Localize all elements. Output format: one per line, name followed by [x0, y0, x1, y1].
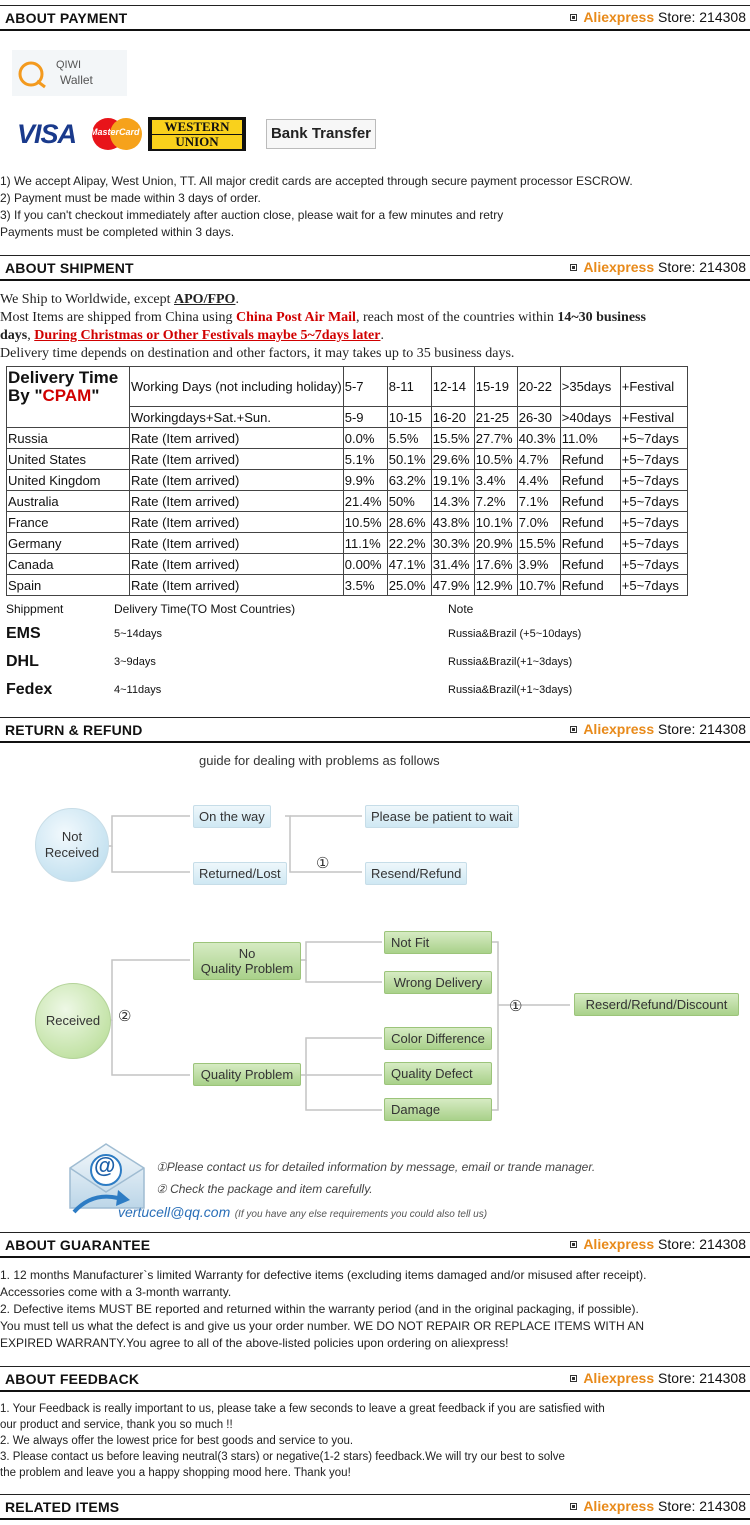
table-cell: 20-22 — [517, 367, 560, 407]
guarantee-line: EXPIRED WARRANTY.You agree to all of the above-listed policies upon ordering on aliexpress! — [0, 1336, 509, 1350]
table-row — [0, 598, 581, 620]
table-cell: 11.1% — [343, 533, 387, 554]
table-cell: 5.1% — [343, 449, 387, 470]
table-cell: 30.3% — [431, 533, 474, 554]
table-cell: 20.9% — [474, 533, 517, 554]
square-bullet-icon — [570, 1503, 577, 1510]
node-label: Not — [61, 829, 83, 844]
store-badge[interactable] — [570, 1498, 746, 1514]
table-cell: 16-20 — [431, 407, 474, 428]
store-badge[interactable] — [570, 1370, 746, 1386]
table-cell: Working Days (not including holiday) — [130, 367, 344, 407]
guide-title: guide for dealing with problems as follows — [199, 753, 440, 768]
table-cell: 15-19 — [474, 367, 517, 407]
quality-defect-node: Quality Defect — [384, 1062, 492, 1085]
table-header: Delivery Time(TO Most Countries) — [114, 602, 296, 616]
table-row — [7, 554, 688, 575]
guarantee-line: Accessories come with a 3-month warranty. — [0, 1285, 232, 1299]
wallet-text: Wallet — [60, 73, 93, 87]
table-cell: Rate (Item arrived) — [130, 449, 344, 470]
aliexpress-label: Aliexpress — [583, 1236, 655, 1252]
table-row — [7, 575, 688, 596]
table-cell: 17.6% — [474, 554, 517, 575]
table-cell: 15.5% — [517, 533, 560, 554]
festival-warning-text: During Christmas or Other Festivals maybe 5~7days later — [34, 328, 381, 343]
mastercard-logo — [89, 116, 145, 152]
table-cell: Rate (Item arrived) — [130, 554, 344, 575]
table-cell: +5~7days — [620, 491, 687, 512]
western-union-logo — [148, 117, 246, 151]
ship-text: . — [235, 292, 239, 307]
country-cell: Spain — [7, 575, 130, 596]
store-badge[interactable] — [570, 721, 746, 737]
table-cell: Rate (Item arrived) — [130, 491, 344, 512]
table-cell: Refund — [560, 533, 620, 554]
store-number: Store: 214308 — [658, 259, 746, 275]
table-title: Delivery Time — [8, 368, 119, 387]
country-cell: Canada — [7, 554, 130, 575]
table-cell: +Festival — [620, 367, 687, 407]
section-title: ABOUT PAYMENT — [5, 10, 128, 26]
qiwi-wallet-logo — [12, 50, 127, 96]
table-cell: Rate (Item arrived) — [130, 575, 344, 596]
table-cell: 10.5% — [343, 512, 387, 533]
payment-terms — [0, 173, 750, 241]
flow-connectors — [0, 780, 750, 1140]
table-cell: 5~14days — [114, 628, 163, 640]
color-difference-node: Color Difference — [384, 1027, 492, 1050]
table-cell: Rate (Item arrived) — [130, 428, 344, 449]
table-title: By " — [8, 386, 43, 405]
table-cell: +5~7days — [620, 512, 687, 533]
table-header: Note — [448, 602, 474, 616]
country-cell: Russia — [7, 428, 130, 449]
carrier-name: EMS — [6, 625, 41, 642]
ship-text: We Ship to Worldwide, except — [0, 292, 175, 307]
aliexpress-label: Aliexpress — [583, 721, 655, 737]
payment-line: 2) Payment must be made within 3 days of order. — [0, 191, 261, 205]
store-number: Store: 214308 — [658, 9, 746, 25]
section-title: ABOUT GUARANTEE — [5, 1237, 151, 1253]
section-header-refund — [0, 717, 750, 743]
square-bullet-icon — [570, 264, 577, 271]
resend-refund-node: Resend/Refund — [365, 862, 467, 885]
ship-text: . — [380, 328, 384, 343]
wu-top: WESTERN — [152, 120, 242, 134]
table-cell: 0.0% — [343, 428, 387, 449]
square-bullet-icon — [570, 1375, 577, 1382]
wu-bottom: UNION — [152, 135, 242, 149]
on-the-way-node: On the way — [193, 805, 271, 828]
feedback-terms — [0, 1401, 750, 1481]
store-number: Store: 214308 — [658, 1236, 746, 1252]
table-cell: 25.0% — [387, 575, 431, 596]
table-cell: 40.3% — [517, 428, 560, 449]
express-shipping-table — [0, 598, 581, 704]
at-symbol: @ — [94, 1153, 116, 1178]
table-cell: >35days — [560, 367, 620, 407]
no-quality-problem-node — [193, 942, 301, 980]
country-cell: United Kingdom — [7, 470, 130, 491]
table-row — [0, 620, 581, 648]
table-cell: +5~7days — [620, 533, 687, 554]
carrier-name: DHL — [6, 653, 39, 670]
table-cell: 4.7% — [517, 449, 560, 470]
not-received-node — [35, 808, 109, 882]
email-note: (If you have any else requirements you could also tell us) — [234, 1209, 488, 1220]
ship-text: Delivery time depends on destination and other factors, it may takes up to 35 business days. — [0, 346, 515, 361]
section-header-guarantee — [0, 1232, 750, 1258]
ship-text: , — [27, 328, 35, 343]
table-cell: 29.6% — [431, 449, 474, 470]
table-cell: 5-7 — [343, 367, 387, 407]
table-cell: Refund — [560, 449, 620, 470]
step-one-marker: ① — [509, 998, 523, 1015]
delivery-rate-table — [6, 366, 688, 596]
table-row — [7, 470, 688, 491]
table-cell: +5~7days — [620, 428, 687, 449]
guarantee-terms — [0, 1267, 750, 1352]
table-cell: Refund — [560, 554, 620, 575]
china-post-text: China Post Air Mail — [236, 310, 356, 325]
table-cell: 3.4% — [474, 470, 517, 491]
country-cell: Germany — [7, 533, 130, 554]
table-cell: 31.4% — [431, 554, 474, 575]
table-cell: 14.3% — [431, 491, 474, 512]
table-cell: +Festival — [620, 407, 687, 428]
payment-line: 1) We accept Alipay, West Union, TT. All major credit cards are accepted through secure payment processor ESCROW. — [0, 174, 633, 188]
table-row — [7, 428, 688, 449]
table-header: Shippment — [6, 602, 64, 616]
table-cell: 8-11 — [387, 367, 431, 407]
square-bullet-icon — [570, 1241, 577, 1248]
section-header-shipment — [0, 255, 750, 281]
table-cell: 4~11days — [114, 684, 162, 696]
contact-note-2: ② Check the package and item carefully. — [156, 1182, 373, 1196]
country-cell: France — [7, 512, 130, 533]
section-header-payment — [0, 5, 750, 31]
qiwi-text: QIWI — [56, 59, 82, 71]
table-cell: 19.1% — [431, 470, 474, 491]
table-cell: 10.7% — [517, 575, 560, 596]
table-cell: 21.4% — [343, 491, 387, 512]
days-bold-text: 14~30 business — [557, 310, 646, 325]
table-cell: 3.9% — [517, 554, 560, 575]
table-cell: Russia&Brazil(+1~3days) — [448, 684, 573, 696]
feedback-line: our product and service, thank you so much !! — [0, 1419, 233, 1431]
store-badge[interactable] — [570, 9, 746, 25]
returned-lost-node: Returned/Lost — [193, 862, 287, 885]
section-title: RETURN & REFUND — [5, 722, 143, 738]
shipment-intro — [0, 291, 750, 363]
feedback-line: 3. Please contact us before leaving neutral(3 stars) or negative(1-2 stars) feedback.We will try our best to solve — [0, 1451, 565, 1463]
table-cell: Rate (Item arrived) — [130, 533, 344, 554]
step-two-marker: ② — [118, 1008, 132, 1025]
table-cell: 9.9% — [343, 470, 387, 491]
section-title: RELATED ITEMS — [5, 1499, 120, 1515]
visa-logo: VISA — [17, 119, 77, 149]
table-cell: 12-14 — [431, 367, 474, 407]
table-cell: 5.5% — [387, 428, 431, 449]
section-title: ABOUT SHIPMENT — [5, 260, 134, 276]
mastercard-text: MasterCard — [90, 127, 140, 137]
store-number: Store: 214308 — [658, 721, 746, 737]
table-cell: 0.00% — [343, 554, 387, 575]
table-cell: 50.1% — [387, 449, 431, 470]
payment-line: 3) If you can't checkout immediately after auction close, please wait for a few minutes and retry — [0, 208, 504, 222]
table-cell: Refund — [560, 512, 620, 533]
table-cell: +5~7days — [620, 575, 687, 596]
table-cell: 5-9 — [343, 407, 387, 428]
table-cell: 47.1% — [387, 554, 431, 575]
table-cell: >40days — [560, 407, 620, 428]
damage-node: Damage — [384, 1098, 492, 1121]
guarantee-line: You must tell us what the defect is and give us your order number. WE DO NOT REPAIR OR REPLACE ITEMS WITH AN — [0, 1319, 645, 1333]
days-bold-text: days — [0, 328, 28, 343]
bank-transfer-logo: Bank Transfer — [266, 119, 376, 149]
table-cell: 7.0% — [517, 512, 560, 533]
store-number: Store: 214308 — [658, 1370, 746, 1386]
qiwi-icon — [15, 59, 55, 89]
table-cell: 22.2% — [387, 533, 431, 554]
carrier-name: Fedex — [6, 681, 53, 698]
table-cell: 11.0% — [560, 428, 620, 449]
table-cell: 26-30 — [517, 407, 560, 428]
store-number: Store: 214308 — [658, 1498, 746, 1514]
table-cell: Refund — [560, 575, 620, 596]
table-cell: 7.1% — [517, 491, 560, 512]
table-cell: 15.5% — [431, 428, 474, 449]
table-row — [7, 367, 688, 407]
not-fit-node: Not Fit — [384, 931, 492, 954]
table-title: " — [91, 386, 100, 405]
table-cell: 3.5% — [343, 575, 387, 596]
aliexpress-label: Aliexpress — [583, 1370, 655, 1386]
be-patient-node: Please be patient to wait — [365, 805, 519, 828]
section-header-related — [0, 1494, 750, 1520]
table-cell: 10-15 — [387, 407, 431, 428]
country-cell: United States — [7, 449, 130, 470]
aliexpress-label: Aliexpress — [583, 9, 655, 25]
table-cell: +5~7days — [620, 554, 687, 575]
table-cell: Rate (Item arrived) — [130, 512, 344, 533]
table-row — [7, 512, 688, 533]
table-cell: Refund — [560, 470, 620, 491]
feedback-line: 1. Your Feedback is really important to us, please take a few seconds to leave a great feedback if you are satisfied with — [0, 1403, 605, 1415]
store-badge[interactable] — [570, 259, 746, 275]
aliexpress-label: Aliexpress — [583, 1498, 655, 1514]
contact-email-link[interactable]: vertucell@qq.com — [118, 1204, 231, 1220]
store-badge[interactable] — [570, 1236, 746, 1252]
table-cell: 7.2% — [474, 491, 517, 512]
table-cell: 27.7% — [474, 428, 517, 449]
table-cell: 3~9days — [114, 656, 156, 668]
node-label: No — [238, 946, 256, 961]
table-cell: 21-25 — [474, 407, 517, 428]
contact-email-line — [118, 1204, 487, 1222]
step-one-marker: ① — [316, 855, 330, 872]
country-cell: Australia — [7, 491, 130, 512]
table-row — [7, 491, 688, 512]
table-cell: 10.1% — [474, 512, 517, 533]
payment-line: Payments must be completed within 3 days. — [0, 225, 235, 239]
rate-rows — [7, 428, 688, 596]
table-row — [7, 533, 688, 554]
node-label: Received — [44, 845, 100, 860]
feedback-line: the problem and leave you a happy shopping mood here. Thank you! — [0, 1467, 351, 1479]
guarantee-line: 1. 12 months Manufacturer`s limited Warranty for defective items (excluding items damaged and/or misused after receipt). — [0, 1268, 647, 1282]
table-cell: Refund — [560, 491, 620, 512]
guarantee-line: 2. Defective items MUST BE reported and returned within the warranty period (and in the original packaging, if possible). — [0, 1302, 639, 1316]
table-cell: 28.6% — [387, 512, 431, 533]
table-cell: 12.9% — [474, 575, 517, 596]
wrong-delivery-node: Wrong Delivery — [384, 971, 492, 994]
square-bullet-icon — [570, 14, 577, 21]
table-title-cell — [7, 367, 130, 428]
ship-text: , reach most of the countries within — [355, 310, 558, 325]
table-cell: Workingdays+Sat.+Sun. — [130, 407, 344, 428]
quality-problem-node: Quality Problem — [193, 1063, 301, 1086]
table-cell: Russia&Brazil (+5~10days) — [448, 628, 582, 640]
table-cell: 50% — [387, 491, 431, 512]
ship-text: Most Items are shipped from China using — [0, 310, 237, 325]
table-cell: 47.9% — [431, 575, 474, 596]
contact-note-1: ①Please contact us for detailed information by message, email or trande manager. — [156, 1160, 596, 1174]
apo-fpo-text: APO/FPO — [174, 292, 236, 307]
table-cell: Rate (Item arrived) — [130, 470, 344, 491]
node-label: Quality Problem — [200, 961, 294, 976]
table-cell: 4.4% — [517, 470, 560, 491]
cpam-text: CPAM — [42, 386, 92, 405]
table-cell: 43.8% — [431, 512, 474, 533]
received-node: Received — [35, 983, 111, 1059]
resend-refund-discount-node: Reserd/Refund/Discount — [574, 993, 739, 1016]
table-cell: +5~7days — [620, 470, 687, 491]
table-row — [0, 648, 581, 676]
feedback-line: 2. We always offer the lowest price for best goods and service to you. — [0, 1435, 354, 1447]
table-cell: Russia&Brazil(+1~3days) — [448, 656, 573, 668]
section-header-feedback — [0, 1366, 750, 1392]
table-cell: +5~7days — [620, 449, 687, 470]
square-bullet-icon — [570, 726, 577, 733]
table-row — [0, 676, 581, 704]
table-cell: 10.5% — [474, 449, 517, 470]
table-cell: 63.2% — [387, 470, 431, 491]
aliexpress-label: Aliexpress — [583, 259, 655, 275]
table-row — [7, 449, 688, 470]
section-title: ABOUT FEEDBACK — [5, 1371, 140, 1387]
